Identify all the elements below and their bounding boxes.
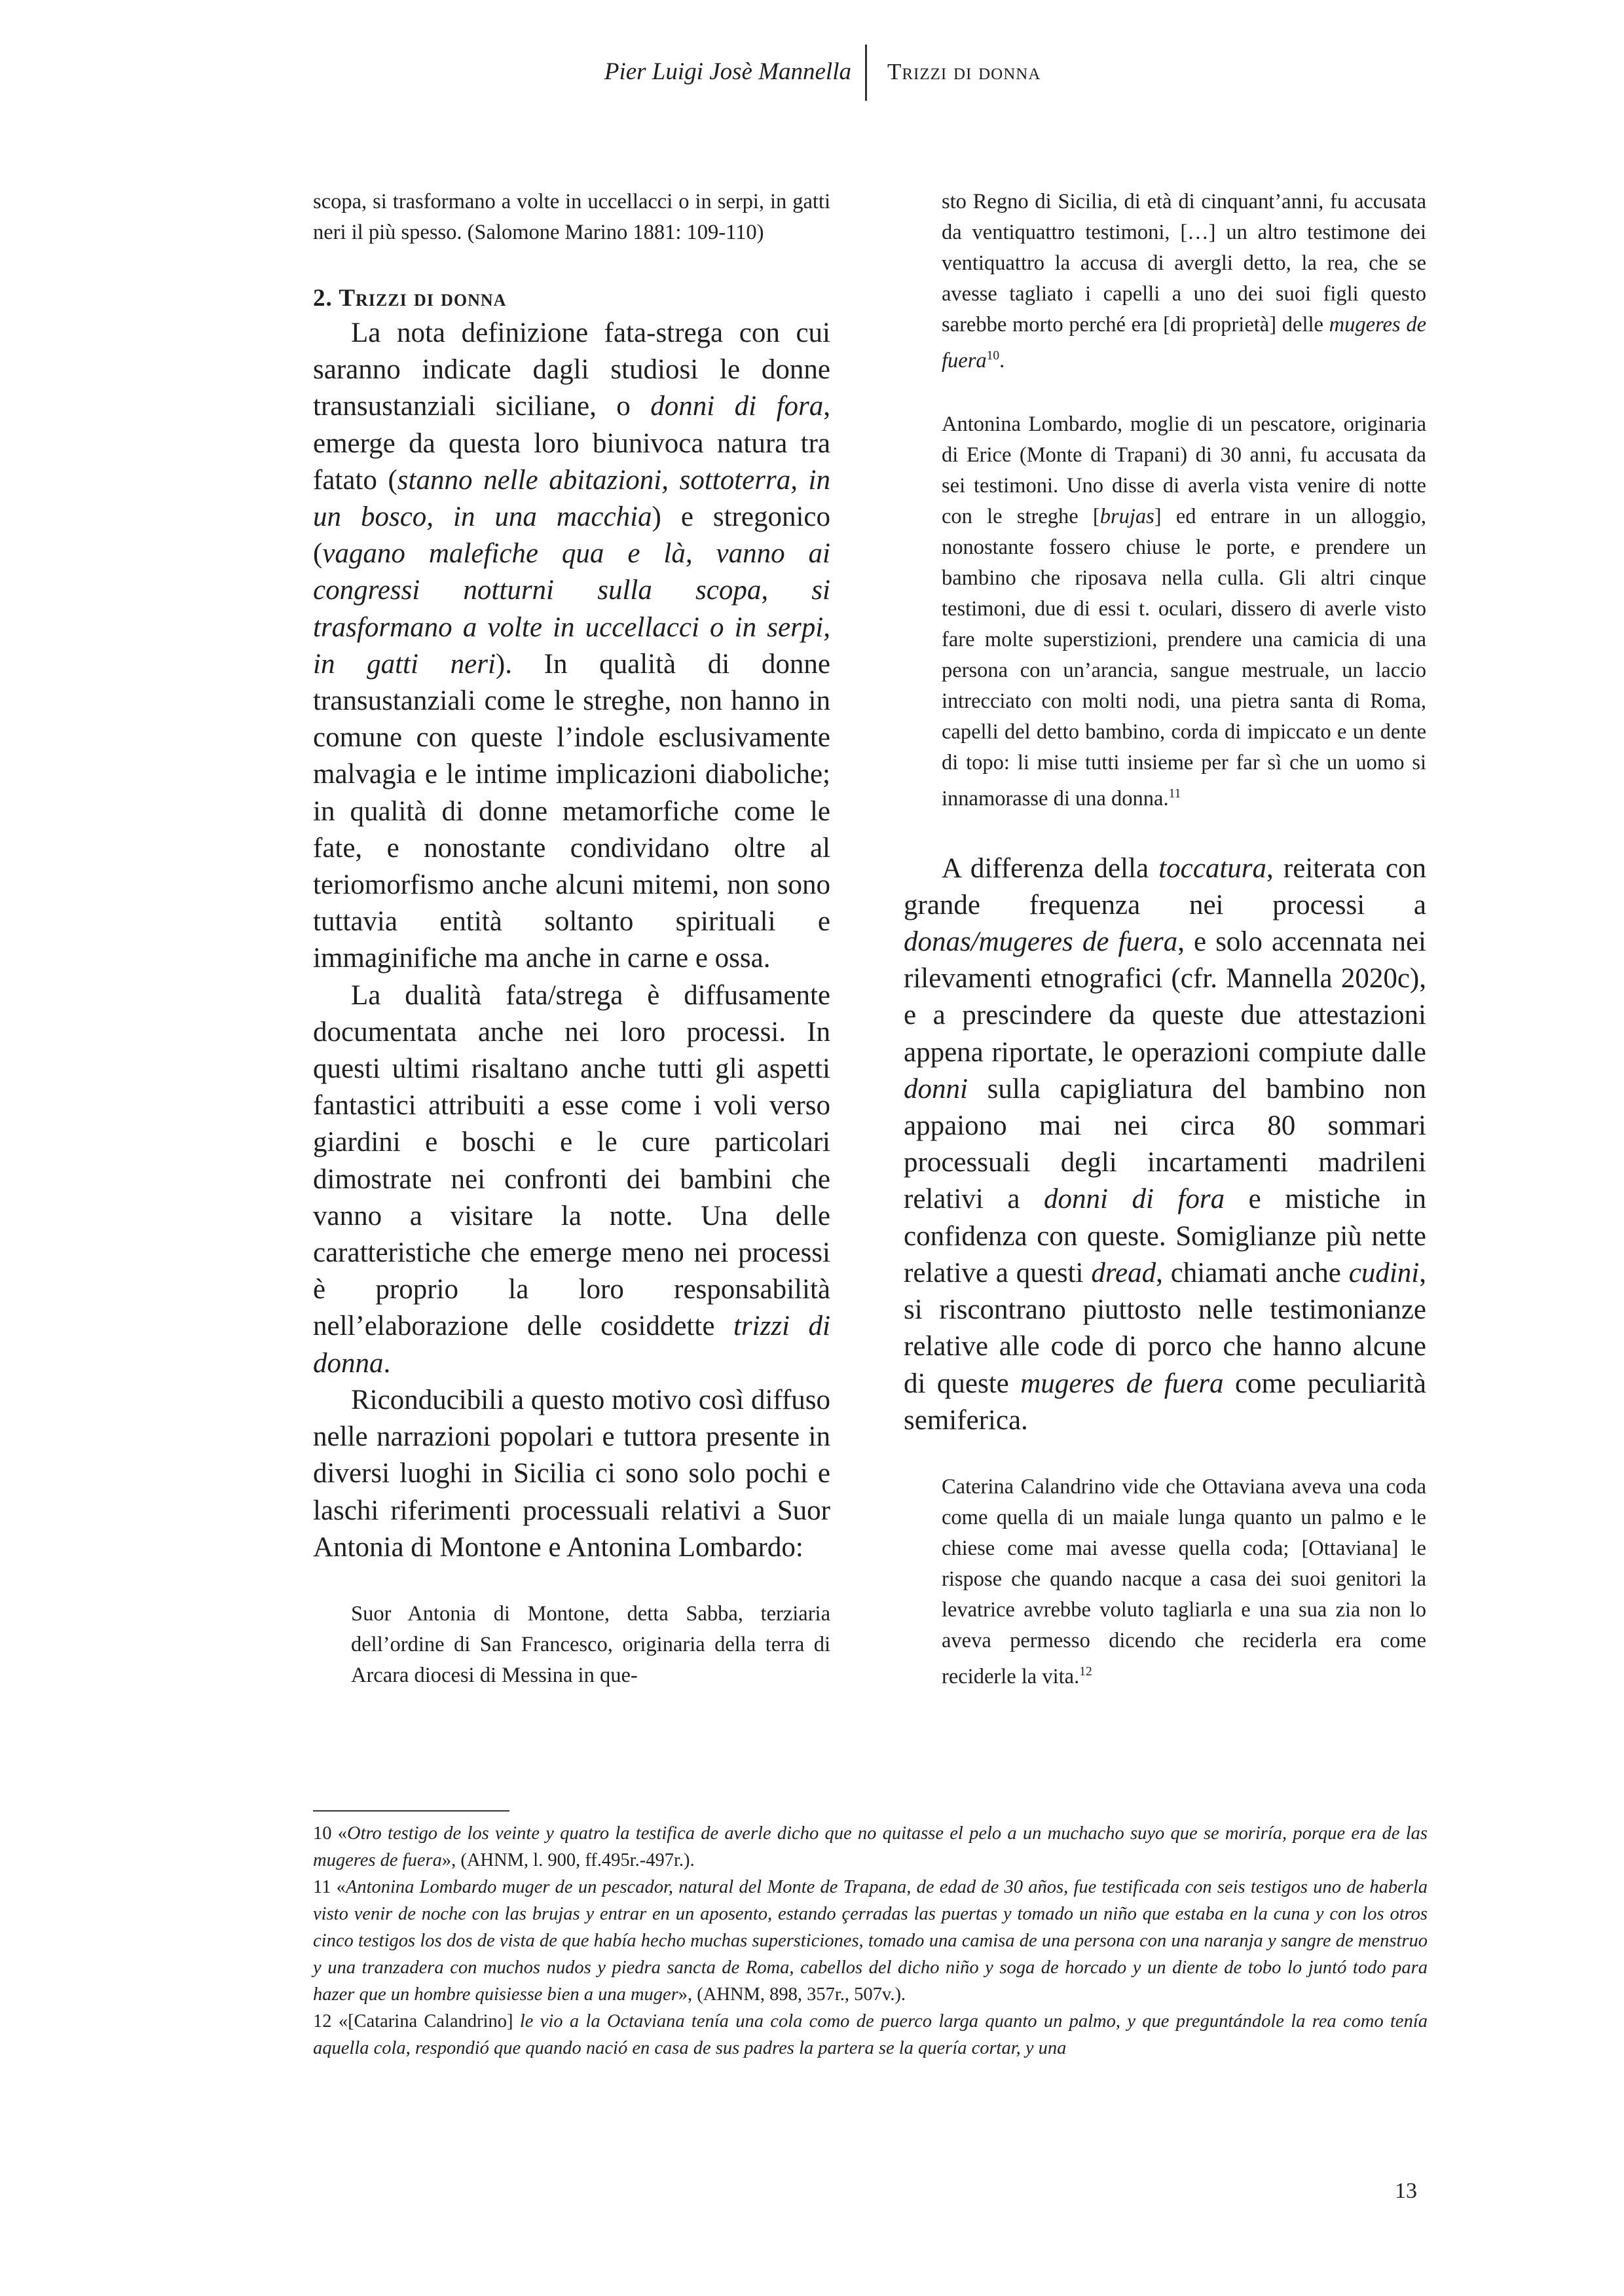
- footnote-11: 11 «Antonina Lombardo muger de un pescador, natural del Monte de Trapana, de edad de 30 años, fue testificada con seis testigos uno de haberla visto venir de noche con las brujas y entrar en un aposento, estando çerradas las puertas y tomado un niño que estaba en la cuna y con los otros cinco testigos los dos de vista de que había hecho muchas supersticiones, tomado una camisa de una persona con una naranja y sangre de menstruo y una tranzadera con muchos nudos y piedra sancta de Roma, cabellos del dicho niño y soga de horcado y un diente de tobo lo juntó todo para hazer que un hombre quisiesse bien a una muger», (AHNM, 898, 357r., 507v.).: [313, 1877, 1428, 2005]
- right-column: [904, 187, 1426, 1692]
- footnote-separator: [313, 1810, 509, 1812]
- section-heading: 2. Trizzi di donna: [313, 285, 507, 312]
- block-quote-1-end: sto Regno di Sicilia, di età di cinquant’anni, fu accusata da ventiquattro testimoni, […] un altro testimone dei ventiquattro la accusa di avergli detto, la rea, che se avesse tagliato i capelli a uno dei suoi figli questo sarebbe morto perché era [di proprietà] delle mugeres de fuera$^{10}$.: [942, 190, 1426, 373]
- header-title: Trizzi di donna: [887, 59, 1041, 84]
- paragraph-1: La nota definizione fata-strega con cui saranno indicate dagli studiosi le donne transustanziali siciliane, o donni di fora, emerge da questa loro biunivoca natura tra fatato (stanno nelle abitazioni, sottoterra, in un bosco, in una macchia) e stregonico (vagano malefiche qua e là, vanno ai congressi notturni sulla scopa, si trasformano a volte in uccellacci o in serpi, in gatti neri). In qualità di donne transustanziali come le streghe, non hanno in comune con queste l’indole esclusivamente malvagia e le intime implicazioni diaboliche; in qualità di donne metamorfiche come le fate, e nonostante condividano oltre al teriomorfismo anche alcuni mitemi, non sono tuttavia entità soltanto spirituali e immaginifiche ma anche in carne e ossa.: [313, 318, 831, 974]
- header-author: Pier Luigi Josè Mannella: [604, 58, 851, 85]
- block-quote-3: Caterina Calandrino vide che Ottaviana aveva una coda come quella di un maiale lunga quanto un palmo e le chiese come mai avesse quella coda; [Ottaviana] le rispose che quando nacque a casa dei suoi genitori la levatrice avrebbe voluto tagliarla e una sua zia non lo aveva permesso dicendo che reciderla era come reciderle la vita.$^{12}$: [942, 1474, 1426, 1688]
- paragraph-4: A differenza della toccatura, reiterata con grande frequenza nei processi a donas/mugeres de fuera, e solo accennata nei rilevamenti etnografici (cfr. Mannella 2020c), e a prescindere da queste due attestazioni appena riportate, le operazioni compiute dalle donni sulla capigliatura del bambino non appaiono mai nei circa 80 sommari processuali degli incartamenti madrileni relativi a donni di fora e mistiche in confidenza con queste. Somiglianze più nette relative a questi dread, chiamati anche cudini, si riscontrano piuttosto nelle testimonianze relative alle code di porco che hanno alcune di queste mugeres de fuera come peculiarità semiferica.: [904, 852, 1426, 1436]
- footnotes: [313, 1820, 1428, 2062]
- running-header: [0, 45, 1624, 105]
- left-column: [313, 187, 830, 1691]
- intro-quote-end: scopa, si trasformano a volte in uccellacci o in serpi, in gatti neri il più spesso. (Salomone Marino 1881: 109-110): [313, 190, 830, 244]
- block-quote-2: Antonina Lombardo, moglie di un pescatore, originaria di Erice (Monte di Trapani) di 30 anni, fu accusata da sei testimoni. Uno disse di averla vista venire di notte con le streghe [brujas] ed entrare in un alloggio, nonostante fossero chiuse le porte, e prendere un bambino che riposava nella culla. Gli altri cinque testimoni, due di essi t. oculari, dissero di averle visto fare molte superstizioni, prendere una camicia di una persona con un’arancia, sangue mestruale, un laccio intrecciato con molti nodi, una pietra santa di Roma, capelli del detto bambino, corda di impiccato e un dente di topo: li mise tutti insieme per far sì che un uomo si innamorasse di una donna.$^{11}$: [942, 412, 1426, 811]
- block-quote-1-start: Suor Antonia di Montone, detta Sabba, terziaria dell’ordine di San Francesco, originaria della terra di Arcara diocesi di Messina in que-: [351, 1601, 830, 1687]
- paragraph-2: La dualità fata/strega è diffusamente documentata anche nei loro processi. In questi ultimi risaltano anche tutti gli aspetti fantastici attribuiti a esse come i voli verso giardini e boschi e le cure particolari dimostrate nei confronti dei bambini che vanno a visitare la notte. Una delle caratteristiche che emerge meno nei processi è proprio la loro responsabilità nell’elaborazione delle cosiddette trizzi di donna.: [313, 979, 830, 1379]
- footnote-10: 10 «Otro testigo de los veinte y quatro la testifica de averle dicho que no quitasse el pelo a un muchacho suyo que se moriría, porque era de las mugeres de fuera», (AHNM, l. 900, ff.495r.-497r.).: [313, 1823, 1428, 1870]
- header-divider: [865, 45, 867, 101]
- page-number: 13: [1395, 2179, 1417, 2203]
- paragraph-3: Riconducibili a questo motivo così diffuso nelle narrazioni popolari e tuttora presente in diversi luoghi in Sicilia ci sono solo pochi e laschi riferimenti processuali relativi a Suor Antonia di Montone e Antonina Lombardo:: [313, 1384, 830, 1563]
- footnote-12: 12 «[Catarina Calandrino] le vio a la Octaviana tenía una cola como de puerco larga quanto un palmo, y que preguntándole la rea como tenía aquella cola, respondió que quando nació en casa de sus padres la partera se la quería cortar, y una: [313, 2011, 1428, 2058]
